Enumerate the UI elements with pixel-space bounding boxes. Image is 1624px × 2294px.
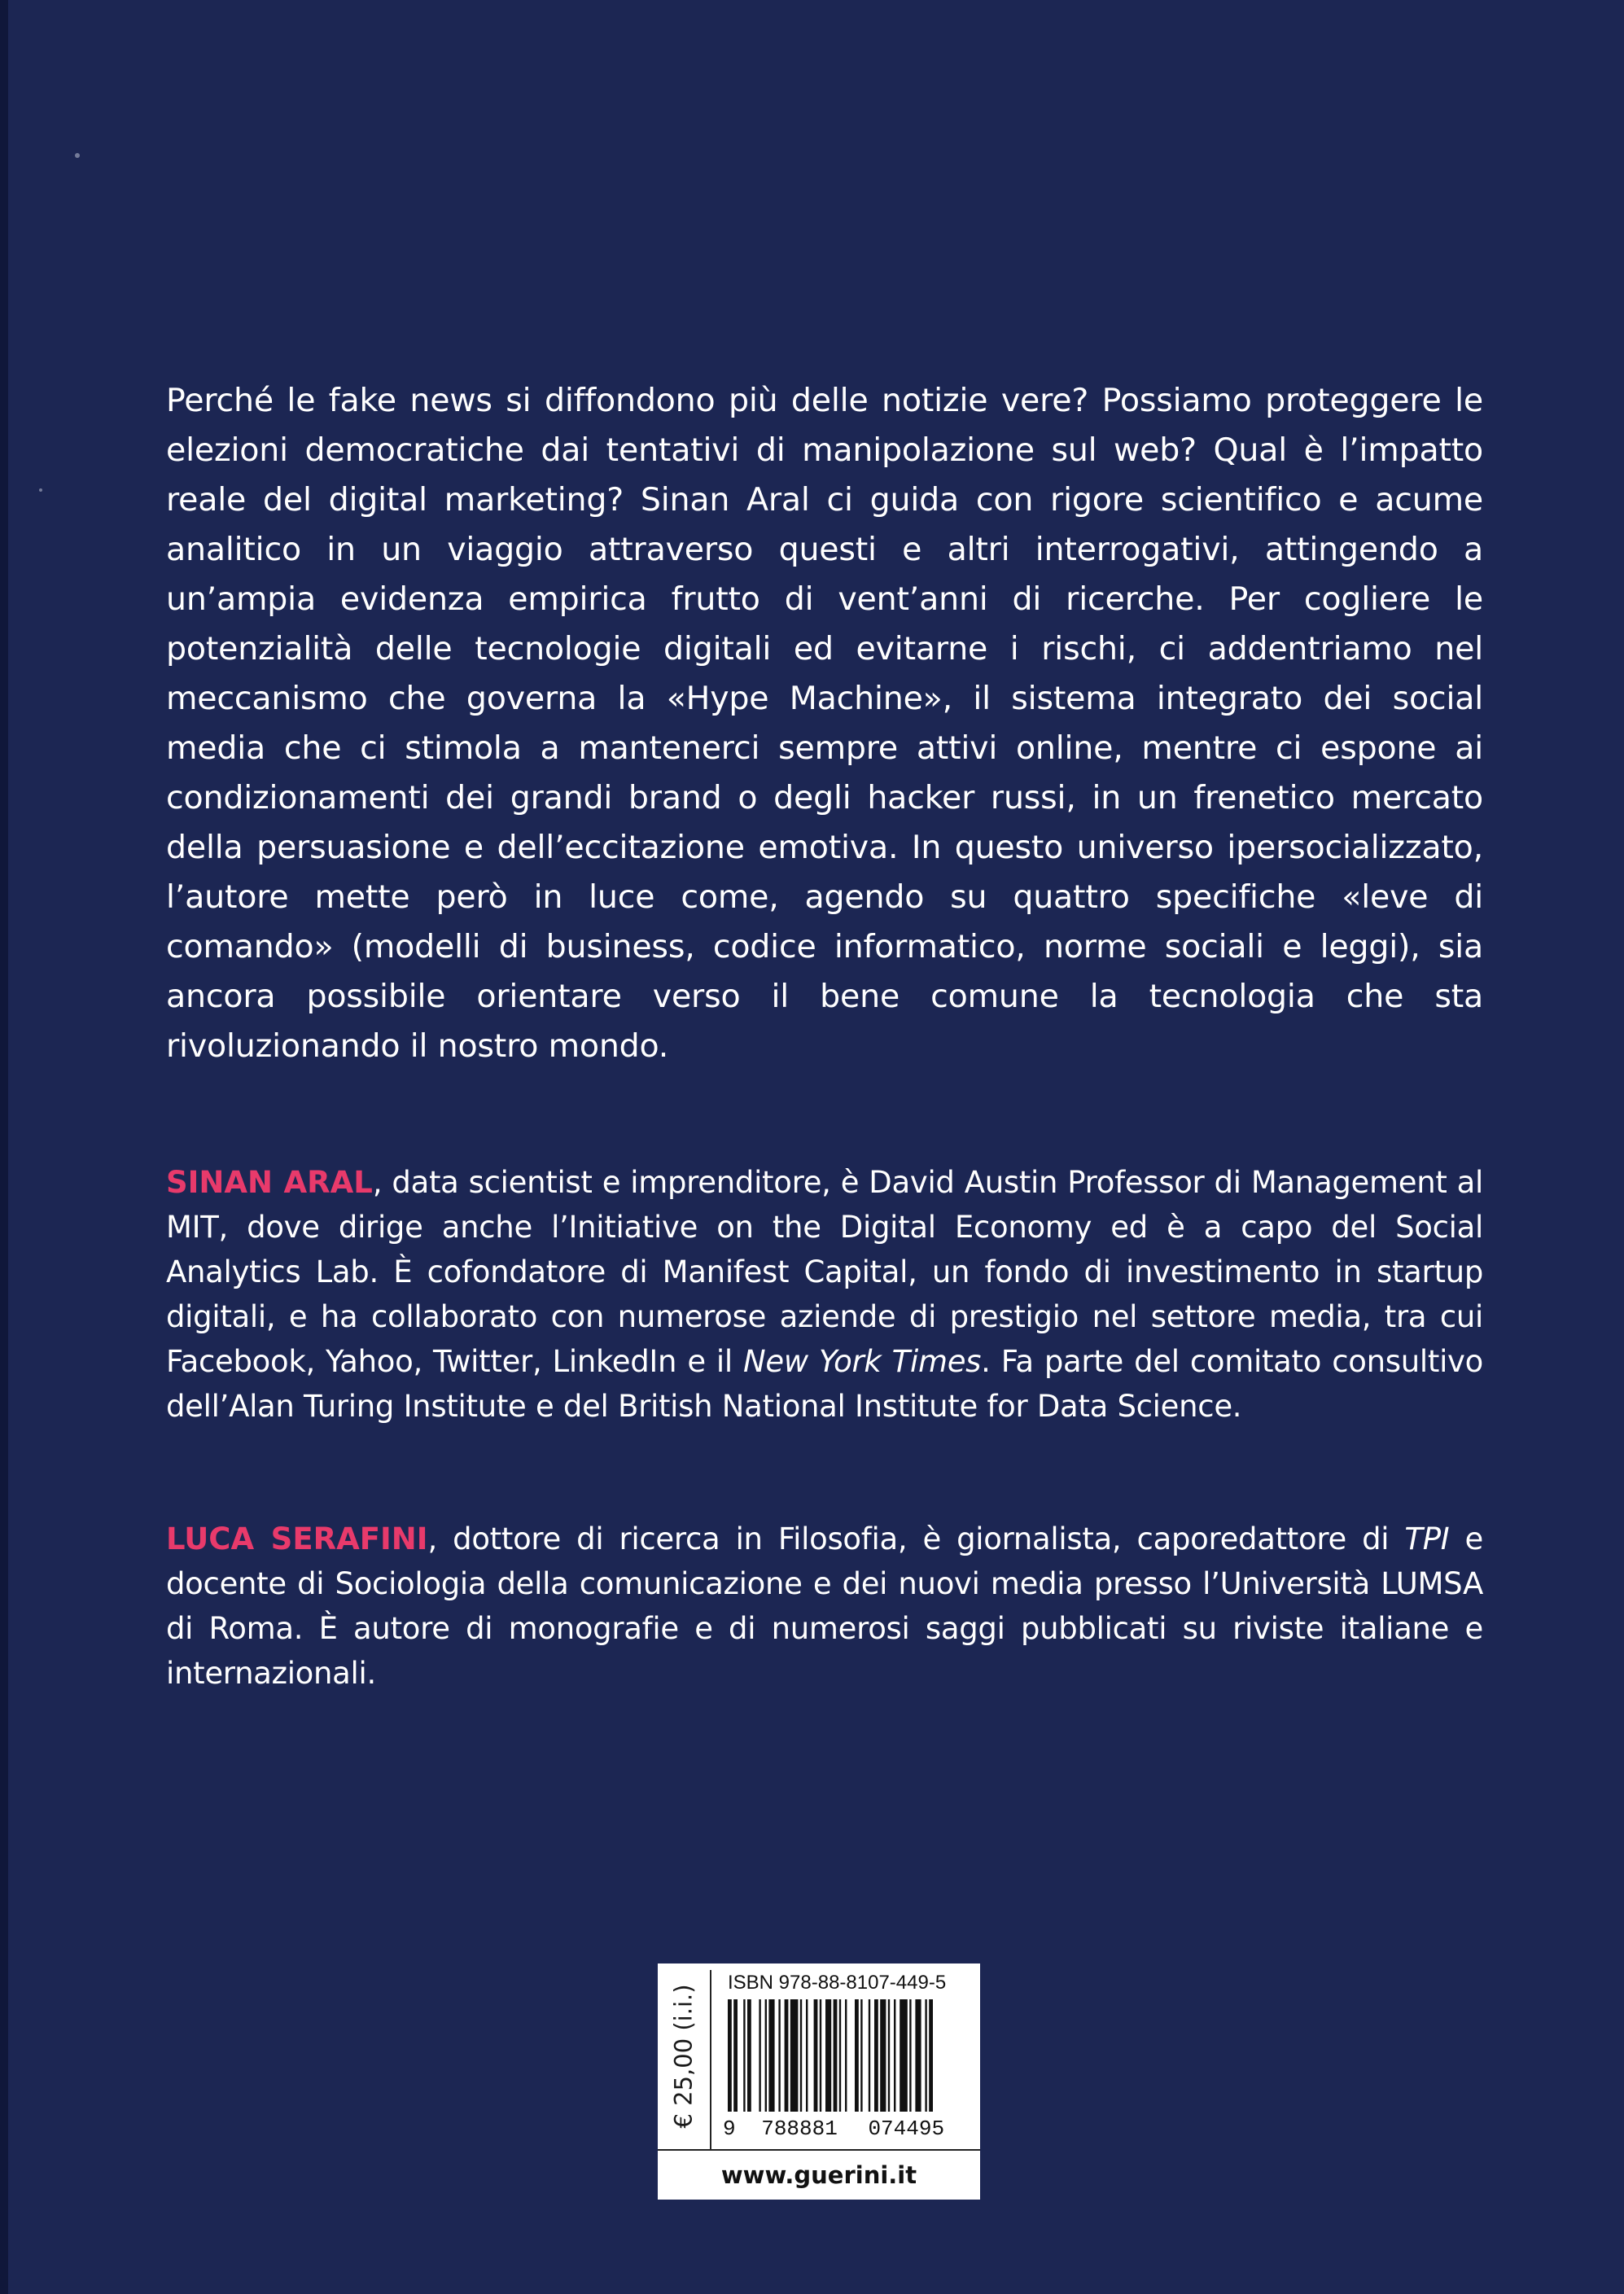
author-name: SINAN ARAL [166, 1165, 373, 1200]
publisher-website: www.guerini.it [720, 2161, 917, 2189]
isbn-price-box [658, 1963, 980, 2200]
author-bio-serafini [166, 1517, 1483, 1696]
divider [710, 1970, 711, 2149]
barcode-bar [806, 1999, 808, 2112]
barcode-bar [900, 1999, 908, 2112]
barcode-bar [860, 1999, 862, 2112]
barcode-bar [778, 1999, 780, 2112]
bio-text: , dottore di ricerca in Filosofia, è giornalista, caporedattore di [427, 1521, 1405, 1556]
barcode-bar [845, 1999, 847, 2112]
blurb-paragraph: Perché le fake news si diffondono più delle notizie vere? Possiamo proteggere le elezioni democratiche dai tentativi di manipolazione sul web? Qual è l’impatto reale del digital marketing? Sinan Aral ci guida con rigore scientifico e acume analitico in un viaggio attraverso questi e altri interrogativi, attingendo a un’ampia evidenza empirica frutto di vent’anni di ricerche. Per cogliere le potenzialità delle tecnologie digitali ed evitarne i rischi, ci addentriamo nel meccanismo che governa la «Hype Machine», il sistema integrato dei social media che ci stimola a mantenerci sempre attivi online, mentre ci espone ai condizionamenti dei grandi brand o degli hacker russi, in un frenetico mercato della persuasione e dell’eccitazione emotiva. In questo universo ipersocializzato, l’autore mette però in luce come, agendo su quattro specifiche «leve di comando» (modelli di business, codice informatico, norme sociali e leggi), sia ancora possibile orientare verso il bene comune la tecnologia che sta rivoluzionando il nostro mondo. [166, 382, 1483, 1065]
barcode-bar [834, 1999, 838, 2112]
barcode-bar [869, 1999, 870, 2112]
dust-speck [75, 153, 80, 158]
barcode-digits-right: 074495 [868, 2117, 945, 2141]
barcode-bar [839, 1999, 841, 2112]
barcode-bar [733, 1999, 738, 2112]
barcode-bar [785, 1999, 789, 2112]
barcode-bar [909, 1999, 911, 2112]
barcode-bar [768, 1999, 774, 2112]
barcode-bar [728, 1999, 732, 2112]
barcode-digits [723, 2117, 975, 2141]
author-bio-aral [166, 1160, 1483, 1429]
barcode-digit-lead: 9 [723, 2117, 736, 2141]
barcode [728, 1999, 969, 2112]
barcode-bar [765, 1999, 767, 2112]
barcode-bar [874, 1999, 878, 2112]
scan-edge [0, 0, 8, 2294]
isbn-number: ISBN 978-88-8107-449-5 [728, 1972, 947, 1994]
bio-text: , data scientist e imprenditore, è David Austin Professor di Management al MIT, dove dirige anche l’Initiative on the Digital Economy ed è a capo del Social Analytics Lab. È cofondatore di Manifest Capital, un fondo di investimento in startup digitali, e ha collaborato con numerose aziende di prestigio nel settore media, tra cui Facebook, Yahoo, Twitter, LinkedIn e il [166, 1165, 1483, 1379]
barcode-bar [814, 1999, 818, 2112]
barcode-bar [820, 1999, 821, 2112]
bio-italic-title: New York Times [743, 1344, 982, 1379]
barcode-bar [759, 1999, 760, 2112]
barcode-bar [929, 1999, 933, 2112]
barcode-bar [855, 1999, 859, 2112]
bio-text: . Fa parte del comitato consultivo dell’Alan Turing Institute e del British National Institute for Data Science. [166, 1344, 1483, 1424]
barcode-bar [743, 1999, 745, 2112]
barcode-digits-left: 788881 [761, 2117, 838, 2141]
price-label [658, 1963, 710, 2149]
barcode-bar [790, 1999, 799, 2112]
barcode-bar [880, 1999, 886, 2112]
dust-speck [39, 488, 42, 492]
bio-italic-title: TPI [1404, 1521, 1450, 1556]
barcode-bar [915, 1999, 921, 2112]
barcode-bar [894, 1999, 895, 2112]
barcode-bar [888, 1999, 890, 2112]
price-text: € 25,00 (i.i.) [670, 1984, 698, 2129]
bio-text: e docente di Sociologia della comunicazione e dei nuovi media presso l’Università LUMSA di Roma. È autore di monografie e di numerosi saggi pubblicati su riviste italiane e internazionali. [166, 1521, 1483, 1691]
author-name: LUCA SERAFINI [166, 1521, 428, 1556]
barcode-bar [925, 1999, 926, 2112]
barcode-bar [747, 1999, 751, 2112]
barcode-bar [825, 1999, 831, 2112]
barcode-bar [800, 1999, 802, 2112]
